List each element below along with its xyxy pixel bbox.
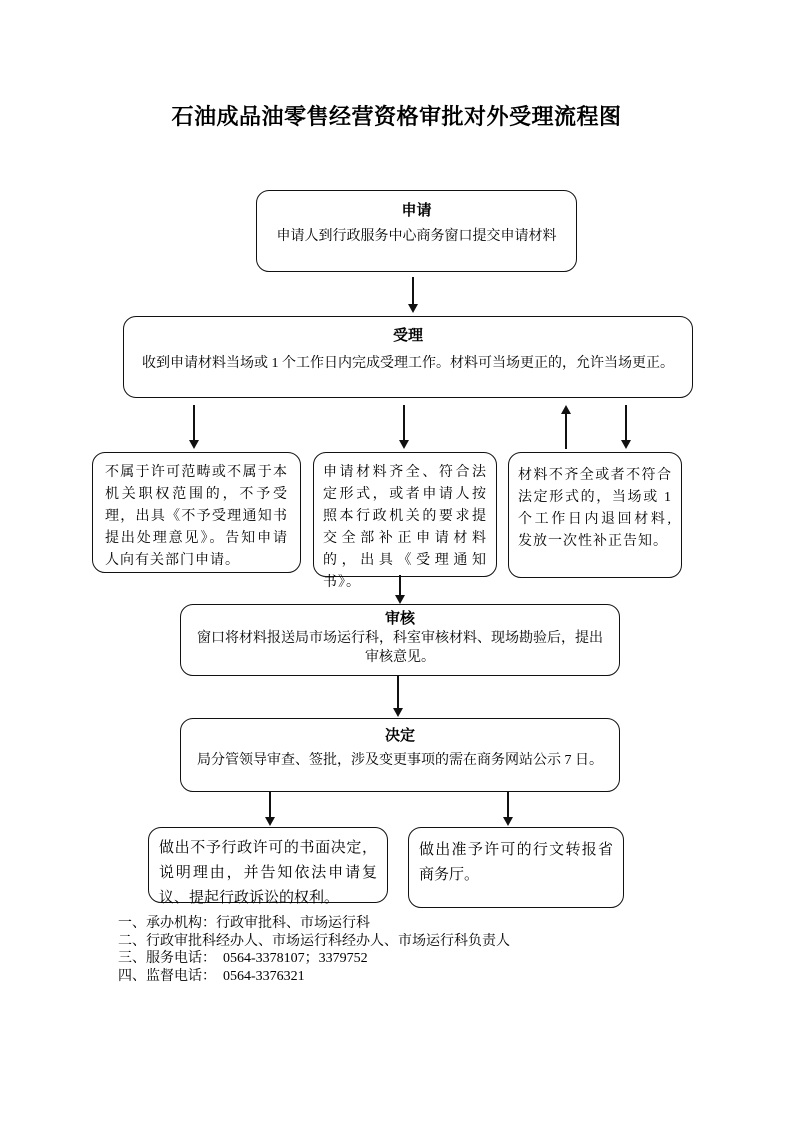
arrow-shaft [193,405,195,443]
arrow-head [408,304,418,313]
flow-node-apply-title: 申请 [401,203,432,219]
flow-node-accept-title: 受理 [392,328,423,344]
flow-node-review-body: 窗口将材料报送局市场运行科，科室审核材料、现场勘验后，提出审核意见。 [197,631,603,665]
down-arrow-icon [398,405,410,449]
flow-node-notice-body: 申请材料齐全、符合法定形式，或者申请人按照本行政机关的要求提交全部补正申请材料的，出具《受理通知书》。 [323,465,487,590]
flow-node-accept [123,316,693,398]
arrow-head [395,595,405,604]
flow-node-decision-title: 决定 [384,728,415,744]
footer-notes [118,915,510,985]
page-title: 石油成品油零售经营资格审批对外受理流程图 [171,104,622,129]
arrow-head [399,440,409,449]
arrow-head [561,405,571,414]
arrow-shaft [507,792,509,820]
arrow-shaft [403,405,405,443]
arrow-head [265,817,275,826]
note-line: 三、服务电话： 0564-3378107；3379752 [118,951,368,966]
flow-node-accept-body: 收到申请材料当场或 1 个工作日内完成受理工作。材料可当场更正的，允许当场更正。 [142,356,674,371]
flow-node-incomplete-body: 材料不齐全或者不符合法定形式的，当场或 1 个工作日内退回材料,发放一次性补正告知。 [518,468,672,549]
down-arrow-icon [394,575,406,604]
flow-node-incomplete [508,452,682,578]
flow-node-notice [313,452,497,590]
arrow-shaft [565,411,567,449]
flow-node-reject [92,452,301,573]
arrow-shaft [397,676,399,711]
arrow-shaft [625,405,627,443]
flow-node-apply [256,190,577,272]
down-arrow-icon [264,792,276,826]
flow-node-decision-body: 局分管领导审查、签批，涉及变更事项的需在商务网站公示 7 日。 [197,753,603,768]
flow-node-decision [180,718,620,792]
arrow-head [189,440,199,449]
down-arrow-icon [502,792,514,826]
arrow-head [503,817,513,826]
flow-node-review-title: 审核 [384,611,415,627]
down-arrow-icon [620,405,632,449]
flow-node-deny-body: 做出不予行政许可的书面决定，说明理由，并告知依法申请复议、提起行政诉讼的权利。 [159,840,377,906]
note-line: 四、监督电话： 0564-3376321 [118,968,305,984]
flow-node-grant-body: 做出准予许可的行文转报省商务厅。 [419,842,613,883]
flow-node-grant [408,827,624,908]
flow-node-reject-body: 不属于许可范畴或不属于本机关职权范围的，不予受理，出具《不予受理通知书提出处理意见》。告知申请人向有关部门申请。 [105,465,288,568]
flow-node-apply-body: 申请人到行政服务中心商务窗口提交申请材料 [276,229,557,244]
arrow-shaft [412,277,414,307]
arrow-head [393,708,403,717]
down-arrow-icon [188,405,200,449]
up-arrow-icon [560,405,572,449]
down-arrow-icon [407,277,419,313]
flow-node-review [180,604,620,676]
arrow-head [621,440,631,449]
arrow-shaft [269,792,271,820]
down-arrow-icon [392,676,404,717]
note-line: 一、承办机构：行政审批科、市场运行科 [118,916,370,931]
note-line: 二、行政审批科经办人、市场运行科经办人、市场运行科负责人 [118,933,510,949]
flow-node-deny [148,827,388,906]
